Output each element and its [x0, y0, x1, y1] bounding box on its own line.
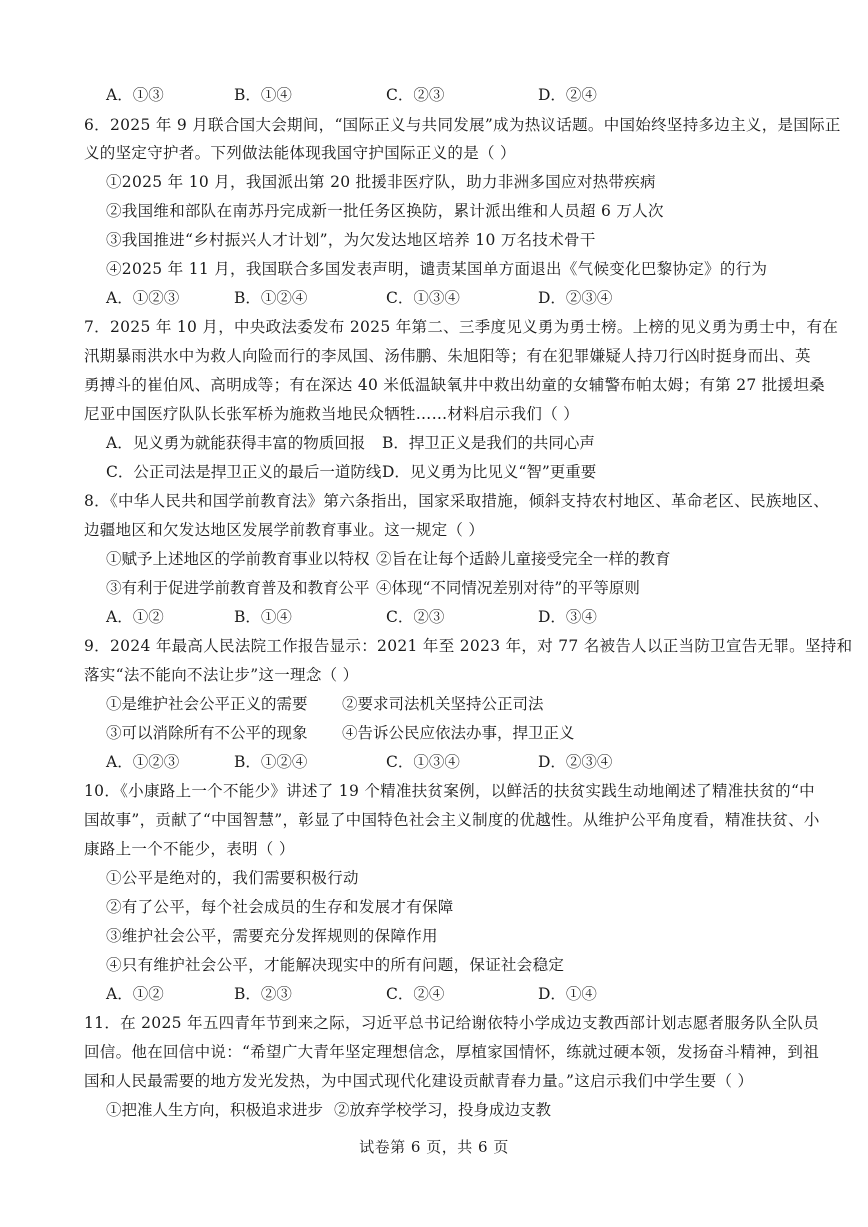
q6-option-a: A．①②③: [106, 289, 180, 307]
q8-option-c: C．②③: [386, 608, 445, 626]
q8-item-3: ③有利于促进学前教育普及和教育公平: [106, 579, 370, 597]
q10-stem-line-2: 国故事”，贡献了“中国智慧”，彰显了中国特色社会主义制度的优越性。从维护公平角度看，精准扶贫、小: [84, 811, 820, 829]
q9-option-c: C．①③④: [386, 753, 460, 771]
q10-item-4: ④只有维护社会公平，才能解决现实中的所有问题，保证社会稳定: [106, 956, 565, 974]
q9-item-3: ③可以消除所有不公平的现象: [106, 724, 308, 742]
q7-option-c: C．公正司法是捍卫正义的最后一道防线: [106, 463, 382, 481]
q8-stem-line-2: 边疆地区和欠发达地区发展学前教育事业。这一规定（ ）: [84, 521, 485, 539]
q6-item-1: ①2025 年 10 月，我国派出第 20 批援非医疗队，助力非洲多国应对热带疾病: [106, 173, 656, 191]
q5-option-a: A．①③: [106, 86, 164, 104]
q9-items-row-1: [106, 694, 826, 714]
q10-item-3: ③维护社会公平，需要充分发挥规则的保障作用: [106, 927, 438, 945]
q10-option-a: A．①②: [106, 985, 164, 1003]
q7-stem-line-3: 勇搏斗的崔伯风、高明成等；有在深达 40 米低温缺氧井中救出幼童的女辅警布帕太姆；有第 27 批援坦桑: [84, 376, 825, 394]
q8-option-b: B．①④: [234, 608, 292, 626]
q11-stem-line-3: 国和人民最需要的地方发光发热，为中国式现代化建设贡献青春力量。”这启示我们中学生要（ ）: [84, 1072, 754, 1090]
q7-stem-line-1: 7．2025 年 10 月，中央政法委发布 2025 年第二、三季度见义勇为勇士榜。上榜的见义勇为勇士中，有在: [84, 318, 839, 336]
q5-options: [106, 85, 826, 105]
q7-option-a: A．见义勇为就能获得丰富的物质回报: [106, 434, 366, 452]
q7-stem-line-4: 尼亚中国医疗队队长张军桥为施救当地民众牺牲……材料启示我们（ ）: [84, 405, 580, 423]
q6-item-2: ②我国维和部队在南苏丹完成新一批任务区换防，累计派出维和人员超 6 万人次: [106, 202, 664, 220]
q10-option-b: B．②③: [234, 985, 292, 1003]
q9-item-2: ②要求司法机关坚持公正司法: [342, 695, 544, 713]
q6-option-b: B．①②④: [234, 289, 308, 307]
q6-item-3: ③我国推进“乡村振兴人才计划”，为欠发达地区培养 10 万名技术骨干: [106, 231, 596, 249]
q6-item-4: ④2025 年 11 月，我国联合多国发表声明，谴责某国单方面退出《气候变化巴黎协定》的行为: [106, 260, 768, 278]
q8-stem-line-1: 8．《中华人民共和国学前教育法》第六条指出，国家采取措施，倾斜支持农村地区、革命老区、民族地区、: [84, 492, 830, 510]
q11-item-1: ①把准人生方向，积极追求进步: [106, 1101, 324, 1119]
q10-item-2: ②有了公平，每个社会成员的生存和发展才有保障: [106, 898, 454, 916]
q11-stem-line-2: 回信。他在回信中说：“希望广大青年坚定理想信念，厚植家国情怀，练就过硬本领，发扬奋斗精神，到祖: [84, 1043, 820, 1061]
q6-options: [106, 288, 826, 308]
q8-items-row-2: [106, 578, 826, 598]
q7-stem-line-2: 汛期暴雨洪水中为救人向险而行的李凤国、汤伟鹏、朱旭阳等；有在犯罪嫌疑人持刀行凶时挺身而出、英: [84, 347, 811, 365]
q6-option-d: D．②③④: [538, 289, 613, 307]
q9-options: [106, 752, 826, 772]
q5-option-b: B．①④: [234, 86, 292, 104]
q6-stem-line-2: 义的坚定守护者。下列做法能体现我国守护国际正义的是（ ）: [84, 144, 516, 162]
q9-option-d: D．②③④: [538, 753, 613, 771]
q9-item-1: ①是维护社会公平正义的需要: [106, 695, 308, 713]
q7-option-b: B．捍卫正义是我们的共同心声: [382, 434, 595, 452]
q6-stem-line-1: 6．2025 年 9 月联合国大会期间，“国际正义与共同发展”成为热议话题。中国始终坚持多边主义，是国际正: [84, 116, 841, 134]
q9-item-4: ④告诉公民应依法办事，捍卫正义: [342, 724, 575, 742]
q10-option-d: D．①④: [538, 985, 597, 1003]
q8-option-d: D．③④: [538, 608, 597, 626]
q6-option-c: C．①③④: [386, 289, 460, 307]
q8-options: [106, 607, 826, 627]
q9-items-row-2: [106, 723, 826, 743]
q9-option-a: A．①②③: [106, 753, 180, 771]
q8-item-2: ②旨在让每个适龄儿童接受完全一样的教育: [376, 550, 671, 568]
q8-items-row-1: [106, 549, 826, 569]
q5-option-d: D．②④: [538, 86, 597, 104]
page-footer: 试卷第 6 页，共 6 页: [359, 1138, 509, 1156]
q7-options-row-2: [106, 462, 826, 482]
q9-stem-line-1: 9．2024 年最高人民法院工作报告显示：2021 年至 2023 年，对 77 名被告人以正当防卫宣告无罪。坚持和: [84, 637, 853, 655]
q8-item-4: ④体现“不同情况差别对待”的平等原则: [376, 579, 640, 597]
q7-option-d: D．见义勇为比见义“智”更重要: [382, 463, 597, 481]
q7-options-row-1: [106, 433, 826, 453]
q11-item-2: ②放弃学校学习，投身成边支教: [334, 1101, 552, 1119]
q9-option-b: B．①②④: [234, 753, 308, 771]
q10-option-c: C．②④: [386, 985, 445, 1003]
q9-stem-line-2: 落实“法不能向不法让步”这一理念（ ）: [84, 666, 359, 684]
q10-item-1: ①公平是绝对的，我们需要积极行动: [106, 869, 359, 887]
q10-stem-line-3: 康路上一个不能少，表明（ ）: [84, 840, 295, 858]
q5-option-c: C．②③: [386, 86, 445, 104]
q10-stem-line-1: 10．《小康路上一个不能少》讲述了 19 个精准扶贫案例，以鲜活的扶贫实践生动地阐述了精准扶贫的“中: [84, 782, 815, 800]
q11-stem-line-1: 11．在 2025 年五四青年节到来之际，习近平总书记给谢依特小学成边支教西部计划志愿者服务队全队员: [84, 1014, 820, 1032]
q8-item-1: ①赋予上述地区的学前教育事业以特权: [106, 550, 370, 568]
q10-options: [106, 984, 826, 1004]
q11-items-row-1: [106, 1100, 826, 1120]
q8-option-a: A．①②: [106, 608, 164, 626]
